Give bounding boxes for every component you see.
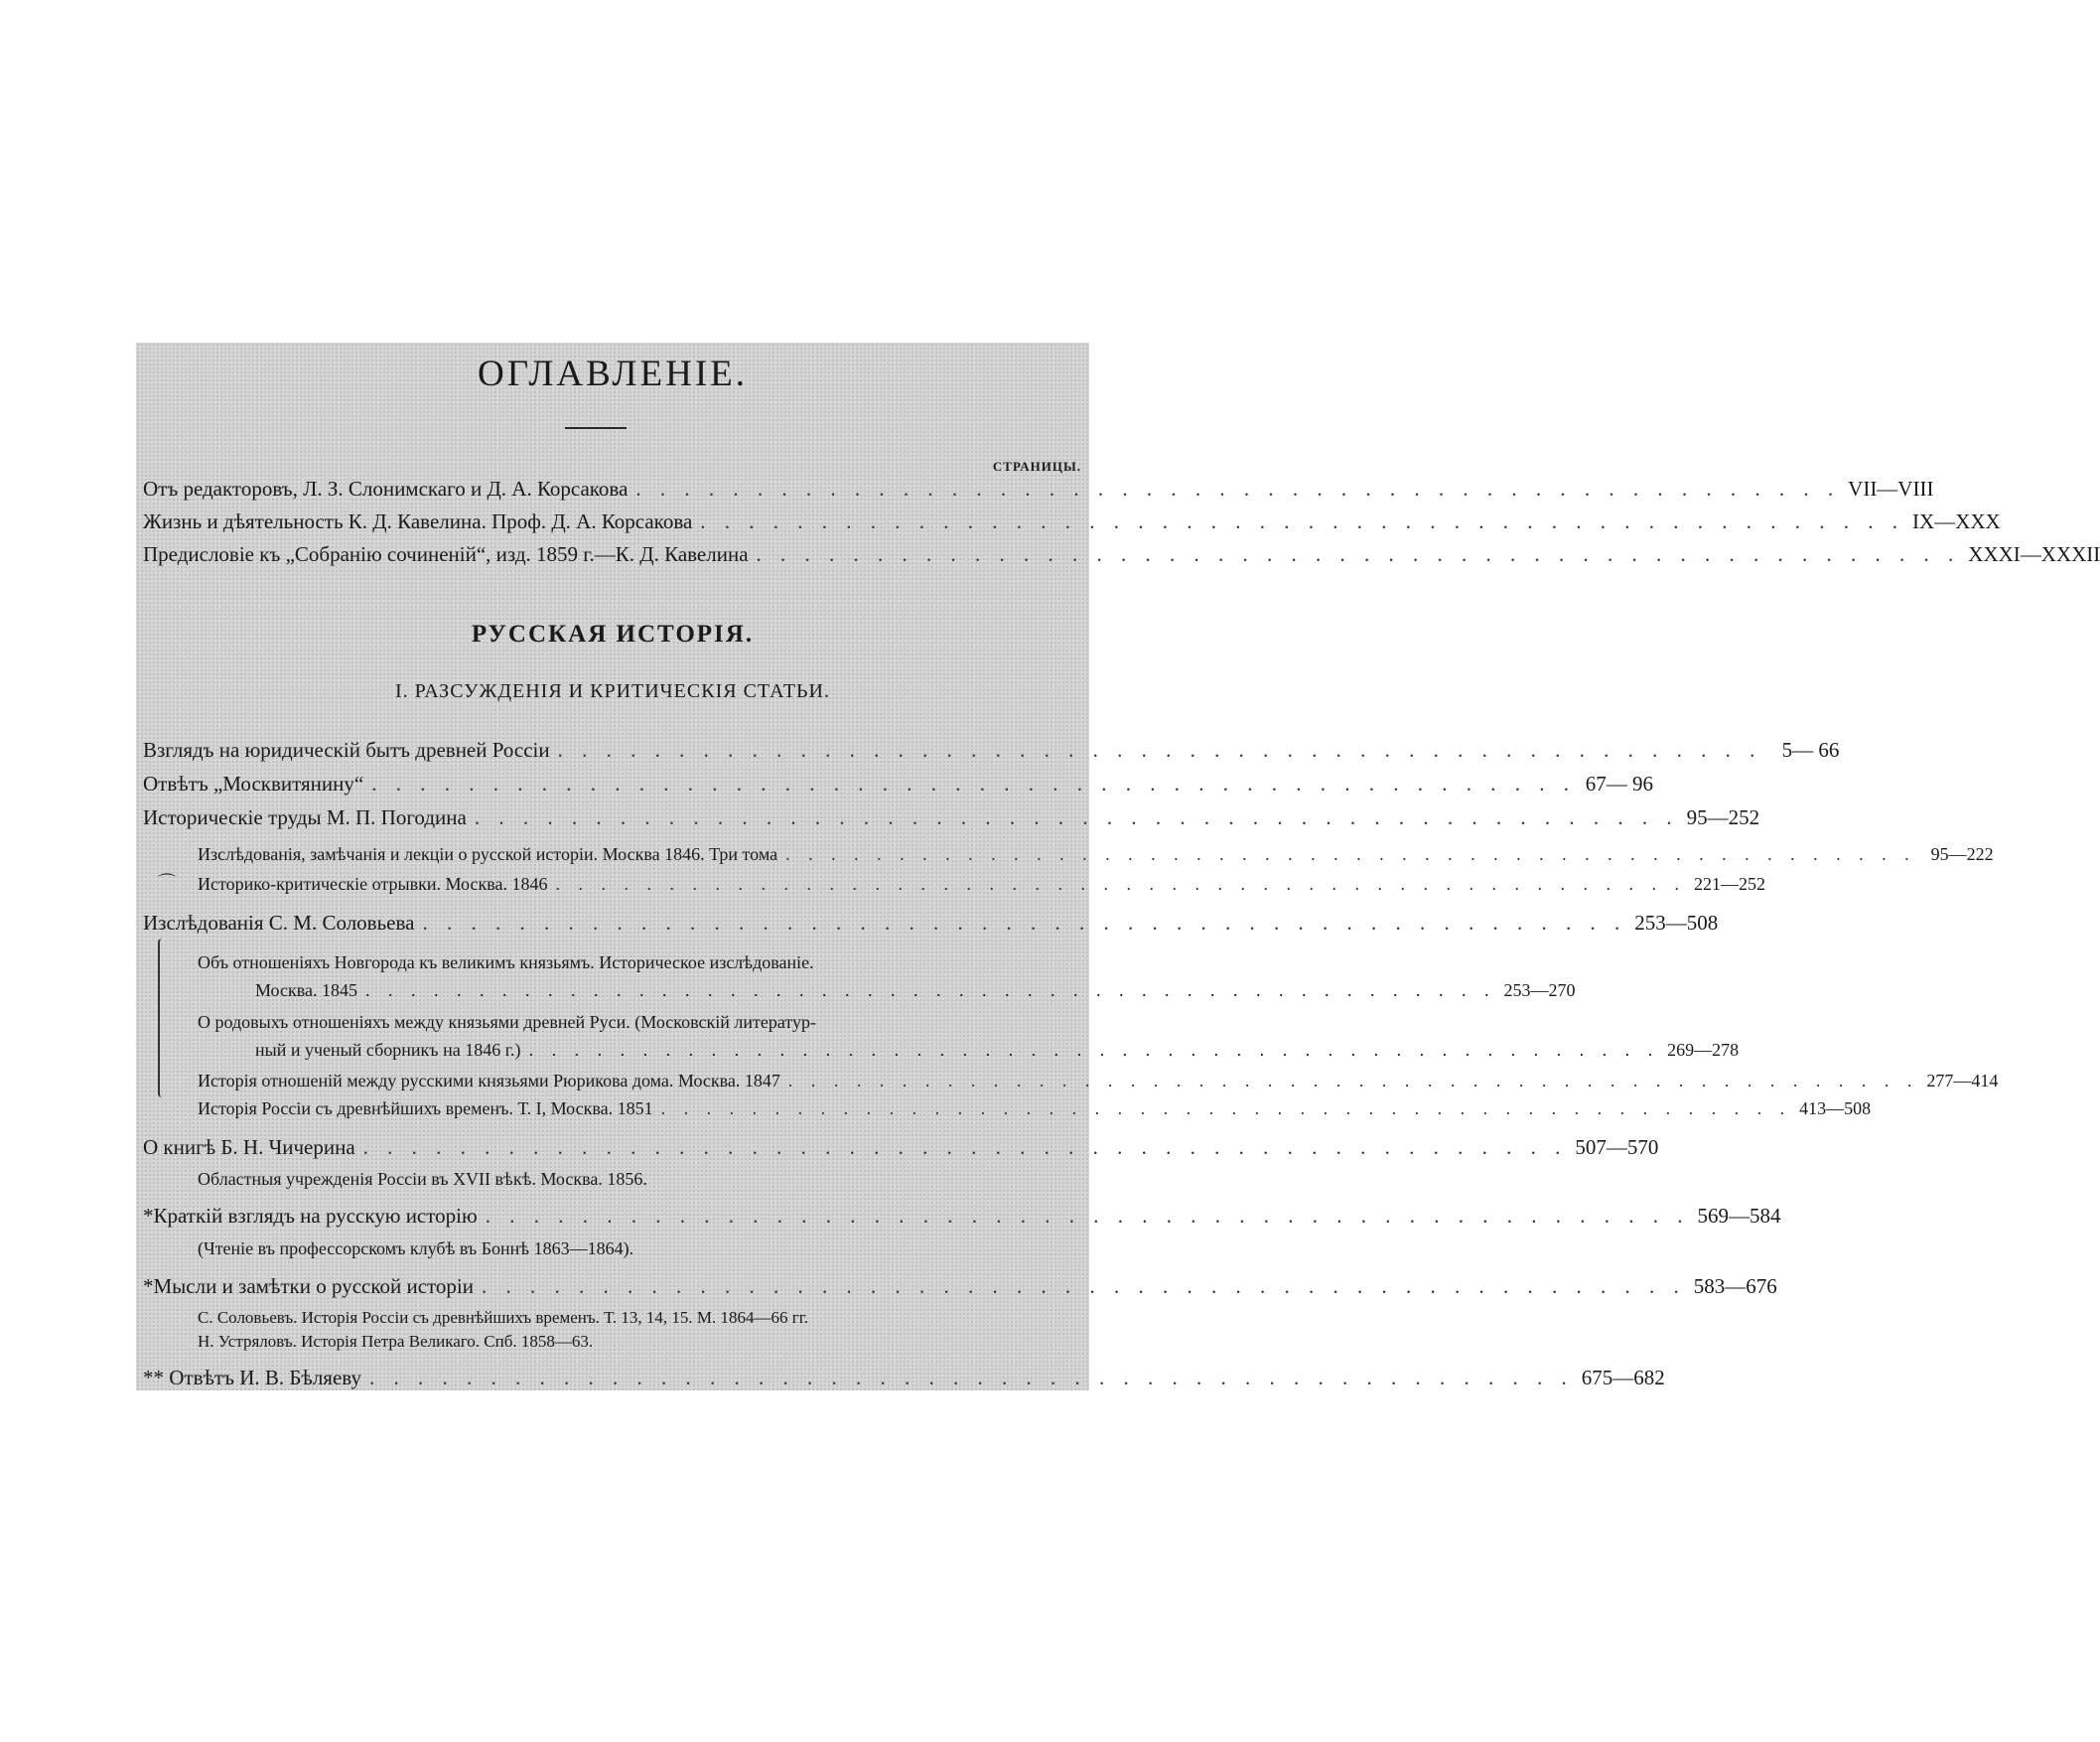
toc-title: [143, 1204, 478, 1229]
toc-title: Взглядъ на юридическій бытъ древней Россіи: [143, 738, 550, 762]
margin-bracket-icon: [158, 939, 166, 1097]
toc-subrow: [198, 1098, 1872, 1119]
toc-leader: . . . . . . . . . . . . . . . . . . . . . . . . . . . . . . . . . . . . . . . . . . . . . . . . . .: [474, 805, 1679, 829]
toc-row: [143, 509, 2001, 534]
scanned-page: [136, 343, 2100, 1390]
toc-title: [143, 1274, 474, 1299]
toc-pages: IX—XXX: [1912, 509, 2001, 533]
toc-note: Областныя учрежденія Россіи въ XVII вѣкѣ. Москва. 1856.: [198, 1169, 647, 1189]
toc-title: Историко-критическіе отрывки. Москва. 1846: [198, 874, 548, 894]
footnote-mark: *: [143, 1274, 154, 1298]
toc-title-line1: О родовыхъ отношеніяхъ между князьями древней Руси. (Московскій литератур-: [198, 1012, 816, 1032]
footnote-mark: **: [143, 1366, 164, 1389]
footnote-mark: *: [143, 1204, 154, 1228]
toc-pages: 413—508: [1799, 1098, 1872, 1118]
toc-title-line2: ный и ученый сборникъ на 1846 г.): [255, 1040, 521, 1060]
toc-row: [143, 911, 1719, 936]
page-title: ОГЛАВЛЕНІЕ.: [477, 354, 748, 394]
toc-leader: . . . . . . . . . . . . . . . . . . . . . . . . . . . . . . . . . . . . . . . . . . . . . . . . . .: [528, 1040, 1660, 1060]
toc-title: [143, 1366, 361, 1390]
toc-pages: 253—270: [1503, 980, 1576, 1000]
toc-title: Исторія отношеній между русскими князьями Рюрикова дома. Москва. 1847: [198, 1071, 780, 1090]
section-title: РУССКАЯ ИСТОРІЯ.: [471, 621, 755, 648]
toc-leader: . . . . . . . . . . . . . . . . . . . . . . . . . . . . . . . . . . . . . . . . . . . . . . . . . .: [787, 1071, 1919, 1090]
title-rule: [565, 427, 627, 429]
toc-leader: . . . . . . . . . . . . . . . . . . . . . . . . . . . . . . . . . . . . . . . . . . . . . . . . . .: [756, 542, 1961, 566]
toc-pages: 277—414: [1926, 1071, 1999, 1090]
toc-title: Отъ редакторовъ, Л. З. Слонимскаго и Д. А. Корсакова: [143, 477, 629, 501]
toc-pages: 569—584: [1697, 1204, 1781, 1228]
toc-pages: 269—278: [1667, 1040, 1740, 1060]
toc-title: Изслѣдованія, замѣчанія и лекціи о русской исторіи. Москва 1846. Три тома: [198, 844, 778, 864]
toc-leader: . . . . . . . . . . . . . . . . . . . . . . . . . . . . . . . . . . . . . . . . . . . . . . . . . .: [482, 1274, 1686, 1298]
toc-leader: . . . . . . . . . . . . . . . . . . . . . . . . . . . . . . . . . . . . . . . . . . . . . . . . . .: [362, 1135, 1568, 1159]
toc-row: [143, 477, 1934, 502]
toc-row: [143, 772, 1653, 797]
toc-leader: . . . . . . . . . . . . . . . . . . . . . . . . . . . . . . . . . . . . . . . . . . . . . . . . . .: [635, 477, 1841, 501]
toc-title-text: Мысли и замѣтки о русской исторіи: [153, 1274, 475, 1298]
toc-title: Жизнь и дѣятельность К. Д. Кавелина. Проф. Д. А. Корсакова: [143, 509, 693, 533]
toc-title: О книгѣ Б. Н. Чичерина: [143, 1135, 355, 1159]
toc-subrow-wrapped: [198, 1008, 1740, 1064]
toc-note: Н. Устряловъ. Исторія Петра Великаго. Спб. 1858—63.: [198, 1332, 594, 1351]
toc-row: [143, 738, 1840, 763]
toc-title: Отвѣтъ „Москвитянину“: [143, 772, 364, 796]
toc-leader: . . . . . . . . . . . . . . . . . . . . . . . . . . . . . . . . . . . . . . . . . . . . . . . . . .: [785, 844, 1916, 864]
toc-row: [143, 1366, 1665, 1390]
toc-leader: . . . . . . . . . . . . . . . . . . . . . . . . . . . . . . . . . . . . . . . . . . . . . . . . . .: [700, 509, 1905, 533]
toc-subrow: [198, 1071, 1999, 1091]
toc-pages: 253—508: [1634, 911, 1719, 935]
toc-leader: . . . . . . . . . . . . . . . . . . . . . . . . . . . . . . . . . . . . . . . . . . . . . . . . . .: [555, 874, 1686, 894]
toc-title: Изслѣдованія С. М. Соловьева: [143, 911, 415, 935]
toc-row: [143, 805, 1760, 830]
toc-pages: 5— 66: [1781, 738, 1840, 762]
toc-pages: 221—252: [1693, 874, 1765, 894]
subsection-title: I. РАЗСУЖДЕНІЯ И КРИТИЧЕСКІЯ СТАТЬИ.: [395, 680, 830, 702]
toc-title-text: Краткій взглядъ на русскую исторію: [153, 1204, 478, 1228]
toc-pages: 583—676: [1693, 1274, 1777, 1298]
toc-leader: . . . . . . . . . . . . . . . . . . . . . . . . . . . . . . . . . . . . . . . . . . . . . . . . . .: [371, 772, 1576, 796]
toc-pages: 95—222: [1930, 844, 1994, 864]
toc-leader: . . . . . . . . . . . . . . . . . . . . . . . . . . . . . . . . . . . . . . . . . . . . . . . . . .: [365, 980, 1496, 1000]
toc-pages: 507—570: [1575, 1135, 1659, 1159]
toc-leader: . . . . . . . . . . . . . . . . . . . . . . . . . . . . . . . . . . . . . . . . . . . . . . . . . .: [557, 738, 1762, 762]
toc-pages: 67— 96: [1585, 772, 1653, 796]
toc-pages: 675—682: [1581, 1366, 1665, 1389]
toc-pages: XXXI—XXXII: [1968, 542, 2100, 566]
toc-row: [143, 1135, 1659, 1160]
toc-row: [143, 542, 2100, 567]
toc-title: Исторія Россіи съ древнѣйшихъ временъ. Т. I, Москва. 1851: [198, 1098, 653, 1118]
toc-leader: . . . . . . . . . . . . . . . . . . . . . . . . . . . . . . . . . . . . . . . . . . . . . . . . . .: [660, 1098, 1792, 1118]
toc-title: Историческіе труды М. П. Погодина: [143, 805, 467, 829]
toc-row: [143, 1274, 1777, 1299]
toc-leader: . . . . . . . . . . . . . . . . . . . . . . . . . . . . . . . . . . . . . . . . . . . . . . . . . .: [422, 911, 1627, 935]
toc-leader: . . . . . . . . . . . . . . . . . . . . . . . . . . . . . . . . . . . . . . . . . . . . . . . . . .: [485, 1204, 1690, 1228]
toc-pages: 95—252: [1686, 805, 1760, 829]
toc-leader: . . . . . . . . . . . . . . . . . . . . . . . . . . . . . . . . . . . . . . . . . . . . . . . . . .: [369, 1366, 1574, 1389]
pages-column-header: СТРАНИЦЫ.: [992, 459, 1081, 474]
toc-subrow-wrapped: [198, 948, 1576, 1004]
toc-title-line2: Москва. 1845: [255, 980, 357, 1000]
toc-pages: VII—VIII: [1848, 477, 1934, 501]
toc-subrow: [198, 844, 1994, 865]
toc-title: Предисловіе къ „Собранію сочиненій“, изд. 1859 г.—К. Д. Кавелина: [143, 542, 749, 566]
toc-row: [143, 1204, 1781, 1229]
toc-note: (Чтеніе въ профессорскомъ клубѣ въ Боннѣ 1863—1864).: [198, 1238, 634, 1258]
toc-subrow: [198, 874, 1765, 895]
toc-note: С. Соловьевъ. Исторія Россіи съ древнѣйшихъ временъ. Т. 13, 14, 15. М. 1864—66 гг.: [198, 1308, 808, 1327]
margin-mark-icon: ⌒: [158, 873, 176, 893]
toc-title-line1: Объ отношеніяхъ Новгорода къ великимъ князьямъ. Историческое изслѣдованіе.: [198, 952, 814, 972]
toc-title-text: Отвѣтъ И. В. Бѣляеву: [169, 1366, 361, 1389]
